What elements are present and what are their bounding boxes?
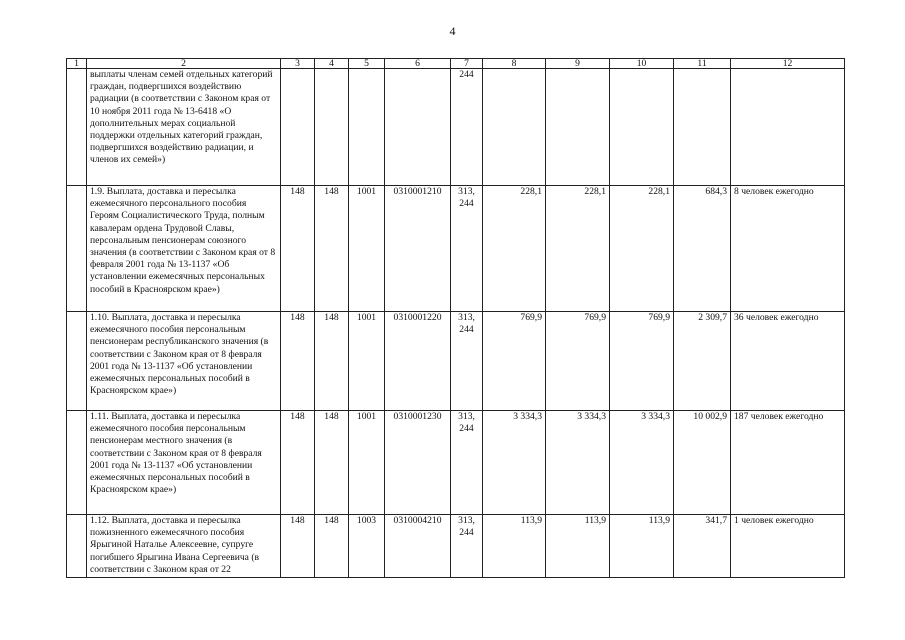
amount-cell [546,69,610,186]
header-cell: 10 [610,59,674,69]
table-row [67,515,845,578]
target-code-cell: 0310001210 [385,186,451,312]
amount-cell: 3 334,3 [546,411,610,515]
description-cell: 1.10. Выплата, доставка и пересылка ежемесячного пособия персональным пенсионерам республиканского значения (в соответствии с Законом края от 8 февраля 2001 года № 13-1137 «Об установлении ежемесячных персональных пособий в Красноярском крае») [87,312,281,411]
table-row [67,186,845,312]
total-cell: 10 002,9 [674,411,731,515]
code-cell: 148 [281,312,315,411]
expense-type-cell: 313, 244 [451,411,483,515]
target-code-cell [385,69,451,186]
section-cell: 1001 [349,411,385,515]
code-cell: 148 [281,186,315,312]
header-cell: 2 [87,59,281,69]
header-row [67,59,845,69]
expense-type-cell: 244 [451,69,483,186]
amount-cell: 113,9 [610,515,674,578]
amount-cell: 3 334,3 [610,411,674,515]
table-row [67,411,845,515]
header-cell: 1 [67,59,87,69]
amount-cell: 769,9 [546,312,610,411]
amount-cell: 228,1 [610,186,674,312]
section-cell: 1001 [349,312,385,411]
total-cell: 341,7 [674,515,731,578]
result-cell: 1 человек ежегодно [731,515,845,578]
header-cell: 8 [483,59,546,69]
amount-cell: 113,9 [483,515,546,578]
header-cell: 12 [731,59,845,69]
row-number-cell [67,69,87,186]
expense-type-cell: 313, 244 [451,312,483,411]
row-number-cell [67,411,87,515]
total-cell: 2 309,7 [674,312,731,411]
target-code-cell: 0310001220 [385,312,451,411]
budget-table [66,58,845,578]
code-cell: 148 [315,515,349,578]
amount-cell [610,69,674,186]
header-cell: 5 [349,59,385,69]
expense-type-cell: 313, 244 [451,515,483,578]
code-cell: 148 [281,515,315,578]
table-row [67,69,845,186]
result-cell: 187 человек ежегодно [731,411,845,515]
total-cell [674,69,731,186]
amount-cell: 3 334,3 [483,411,546,515]
code-cell: 148 [315,186,349,312]
description-cell: 1.12. Выплата, доставка и пересылка пожизненного ежемесячного пособия Ярыгиной Наталье Алексеевне, супруге погибшего Ярыгина Ивана Сергеевича (в соответствии с Законом края от 22 [87,515,281,578]
code-cell [281,69,315,186]
description-cell: выплаты членам семей отдельных категорий граждан, подвергшихся воздействию радиации (в соответствии с Законом края от 10 ноября 2011 года № 13-6418 «О дополнительных мерах социальной поддержки отдельных категорий граждан, подвергшихся воздействию радиации, и членов их семей») [87,69,281,186]
header-cell: 7 [451,59,483,69]
code-cell [315,69,349,186]
row-number-cell [67,186,87,312]
target-code-cell: 0310004210 [385,515,451,578]
amount-cell: 769,9 [483,312,546,411]
table-row [67,312,845,411]
page-number: 4 [449,24,456,38]
header-cell: 3 [281,59,315,69]
code-cell: 148 [315,312,349,411]
row-number-cell [67,515,87,578]
amount-cell: 769,9 [610,312,674,411]
total-cell: 684,3 [674,186,731,312]
amount-cell: 228,1 [546,186,610,312]
header-cell: 11 [674,59,731,69]
header-cell: 4 [315,59,349,69]
result-cell: 36 человек ежегодно [731,312,845,411]
code-cell: 148 [281,411,315,515]
code-cell: 148 [315,411,349,515]
section-cell: 1003 [349,515,385,578]
result-cell [731,69,845,186]
section-cell [349,69,385,186]
amount-cell [483,69,546,186]
amount-cell: 113,9 [546,515,610,578]
section-cell: 1001 [349,186,385,312]
description-cell: 1.11. Выплата, доставка и пересылка ежемесячного пособия персональным пенсионерам местного значения (в соответствии с Законом края от 8 февраля 2001 года № 13-1137 «Об установлении ежемесячных персональных пособий в Красноярском крае») [87,411,281,515]
amount-cell: 228,1 [483,186,546,312]
row-number-cell [67,312,87,411]
header-cell: 9 [546,59,610,69]
header-cell: 6 [385,59,451,69]
description-cell: 1.9. Выплата, доставка и пересылка ежемесячного персонального пособия Героям Социалистического Труда, полным кавалерам ордена Трудовой Славы, персональным пенсионерам союзного значения (в соответствии с Законом края от 8 февраля 2001 года № 13-1137 «Об установлении ежемесячных персональных пособий в Красноярском крае») [87,186,281,312]
result-cell: 8 человек ежегодно [731,186,845,312]
expense-type-cell: 313, 244 [451,186,483,312]
target-code-cell: 0310001230 [385,411,451,515]
